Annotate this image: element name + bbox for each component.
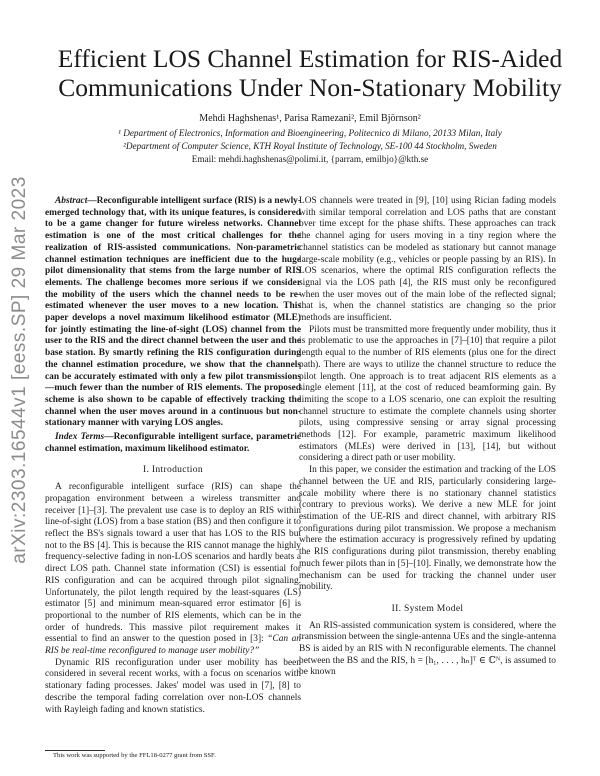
title-line-2: Communications Under Non-Stationary Mobility	[58, 73, 562, 102]
affiliation-1: ¹ Department of Electronics, Information and Bioengineering, Politecnico di Milano, 20133 Milan, Italy	[118, 128, 502, 138]
affiliation-2: ²Department of Computer Science, KTH Royal Institute of Technology, SE-100 44 Stockholm, Sweden	[123, 141, 497, 151]
funding-footnote: This work was supported by the FFL18-0277 grant from SSF.	[53, 752, 216, 759]
intro-paragraph-1-text: A reconfigurable intelligent surface (RIS) can shape the propagation environment between a wireless transmitter and receiver [1]–[3]. The prevalent use case is to deploy an RIS within line-of-sight (LOS) from a base station (BS) and then configure it to reflect the BS's signals toward a user that has LOS to the RIS but not to the BS [4]. This is because the RIS cannot manage the highly frequency-selective fading in non-LOS scenarios and hardly beats a direct LOS path. Channel state information (CSI) is essential for RIS configuration and can be acquired through pilot signaling. Unfortunately, the pilot length required by the least-squares (LS) estimator [5] and minimum mean-squared error estimator [6] is proportional to the number of RIS elements, which can be in the order of hundreds. This massive pilot requirement makes it essential to find an answer to the question posed in [3]:	[45, 482, 301, 645]
author-list: Mehdi Haghshenas¹, Parisa Ramezani², Emil Björnson²	[199, 113, 421, 124]
right-paragraph-1: LOS channels were treated in [9], [10] using Rician fading models with similar temporal correlation and LOS paths that are constant over time except for the phase shifts. These approaches can track the channel aging for users moving in a tiny region where the channel statistics can be modeled as stationary but cannot manage large-scale mobility (e.g., vehicles or people passing by an RIS). In LOS scenarios, where the optimal RIS configuration reflects the signal via the LOS path [4], the RIS must only be reconfigured when the user moves out of the main lobe of the reflected signal; that is, when the channel statistics are changing so the prior methods are insufficient.	[299, 196, 556, 324]
index-terms	[45, 432, 301, 455]
abstract	[45, 196, 301, 430]
author-emails: Email: mehdi.haghshenas@polimi.it, {parram, emilbjo}@kth.se	[191, 154, 429, 164]
right-paragraph-3: In this paper, we consider the estimation and tracking of the LOS channel between the UE and RIS, particularly considering large-scale mobility where there is no stationary channel statistics (contrary to previous works). We derive a new MLE for joint estimation of the UE-RIS and direct channel, with arbitrary RIS configurations during pilot transmission. We propose a mechanism where the estimation accuracy is progressively refined by updating the RIS configurations during pilot transmission, thereby enabling much fewer pilots than in [5]–[10]. Finally, we demonstrate how the mechanism can be used for tracking the channel under user mobility.	[299, 465, 556, 593]
section-heading-system-model: II. System Model	[391, 602, 464, 614]
arxiv-stamp	[6, 160, 34, 580]
intro-question-quote: “Can an RIS be real-time reconfigured to manage user mobility?”	[45, 634, 301, 657]
arxiv-stamp-text: arXiv:2303.16544v1 [eess.SP] 29 Mar 2023	[9, 176, 31, 564]
right-paragraph-2: Pilots must be transmitted more frequently under mobility, thus it is problematic to use the approaches in [7]–[10] that require a pilot length equal to the number of RIS elements (plus one for the direct path). There are ways to utilize the channel structure to reduce the pilot length. One approach is to treat adjacent RIS elements as a single element [11], at the cost of reduced beamforming gain. By limiting the scope to a LOS scenario, one can exploit the resulting channel structure to estimate the complete channels using shorter pilots, using compressive sensing or array signal processing methods [12]. For example, parametric maximum likelihood estimators (MLEs) were derived in [13], [14], but without considering a direct path or user mobility.	[299, 324, 556, 464]
system-model-paragraph-1: An RIS-assisted communication system is considered, where the transmission between the single-antenna UEs and the single-antenna BS is aided by an RIS with N reconfigurable elements. The channel between the BS and the RIS, h = [h₁, . . . , hₙ]ᵀ ∈ ℂᴺ, is assumed to be known	[299, 620, 556, 678]
footnote-rule	[45, 750, 105, 751]
index-terms-text: —Reconfigurable intelligent surface, parametric channel estimation, maximum likelihood estimator.	[45, 432, 301, 454]
right-column	[299, 196, 556, 679]
title-line-1: Efficient LOS Channel Estimation for RIS-Aided	[57, 44, 563, 73]
intro-paragraph-2: Dynamic RIS reconfiguration under user mobility has been considered in several recent works, with a focus on scenarios with stationary fading processes. Jakes' model was used in [7], [8] to describe the temporal fading correlation over non-LOS channels with Rayleigh fading and known statistics.	[45, 657, 301, 715]
left-column	[45, 196, 301, 716]
intro-paragraph-1	[45, 482, 301, 658]
index-terms-label: Index Terms	[55, 432, 105, 443]
paper-title	[40, 44, 580, 102]
abstract-label: Abstract	[55, 196, 88, 206]
section-heading-introduction: I. Introduction	[143, 464, 203, 476]
abstract-text: —Reconfigurable intelligent surface (RIS) is a newly-emerged technology that, with its unique features, is considered to be a game changer for future wireless networks. Channel estimation is one of the most critical challenges for the realization of RIS-assisted communications. Non-parametric channel estimation techniques are inefficient due to the huge pilot dimensionality that stems from the large number of RIS elements. The challenge becomes more serious if we consider the mobility of the users which the channel needs to be re-estimated whenever the user moves to a new location. This paper develops a novel maximum likelihood estimator (MLE) for jointly estimating the line-of-sight (LOS) channel from the user to the RIS and the direct channel between the user and the base station. By smartly refining the RIS configuration during the channel estimation procedure, we show that the channels can be accurately estimated with only a few pilot transmissions—much fewer than the number of RIS elements. The proposed scheme is also shown to be capable of effectively tracking the channel when the user moves around in a continuous but non-stationary manner with varying LOS angles.	[45, 196, 301, 429]
